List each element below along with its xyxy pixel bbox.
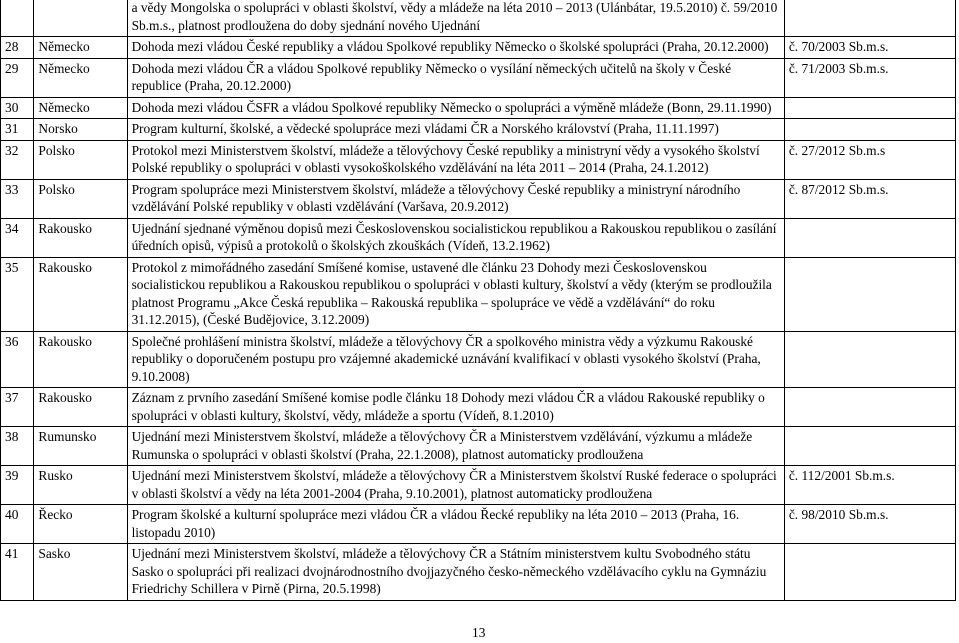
treaties-table-body <box>1 0 956 600</box>
table-row <box>1 427 956 466</box>
table-row <box>1 388 956 427</box>
country-cell: Sasko <box>34 544 127 601</box>
country-cell: Norsko <box>34 119 127 141</box>
description-cell: a vědy Mongolska o spolupráci v oblasti školství, vědy a mládeže na léta 2010 – 2013 (Ulánbátar, 19.5.2010) č. 59/2010 Sb.m.s., platnost prodloužena do doby sjednání nového Ujednání <box>127 0 784 37</box>
row-number-cell: 41 <box>1 544 34 601</box>
row-number-cell: 36 <box>1 331 34 388</box>
row-number-cell <box>1 0 34 37</box>
country-cell <box>34 0 127 37</box>
reference-cell: č. 98/2010 Sb.m.s. <box>784 505 955 544</box>
reference-cell <box>784 427 955 466</box>
row-number-cell: 30 <box>1 97 34 119</box>
row-number-cell: 40 <box>1 505 34 544</box>
country-cell: Německo <box>34 97 127 119</box>
country-cell: Rakousko <box>34 388 127 427</box>
description-cell: Ujednání mezi Ministerstvem školství, mládeže a tělovýchovy ČR a Státním ministerstvem kultu Svobodného státu Sasko o spolupráci při realizaci dvojnárodnostního dvojjazyčného česko-německého vzdělávacího cyklu na Gymnáziu Friedrichy Schillera v Pirně (Pirna, 20.5.1998) <box>127 544 784 601</box>
reference-cell: č. 112/2001 Sb.m.s. <box>784 466 955 505</box>
row-number-cell: 29 <box>1 58 34 97</box>
row-number-cell: 28 <box>1 37 34 59</box>
reference-cell <box>784 544 955 601</box>
country-cell: Rakousko <box>34 218 127 257</box>
description-cell: Program spolupráce mezi Ministerstvem školství, mládeže a tělovýchovy České republiky a ministryní národního vzdělávání Polské republiky v oblasti vzdělávání (Varšava, 20.9.2012) <box>127 179 784 218</box>
country-cell: Řecko <box>34 505 127 544</box>
country-cell: Rusko <box>34 466 127 505</box>
country-cell: Polsko <box>34 140 127 179</box>
reference-cell: č. 87/2012 Sb.m.s. <box>784 179 955 218</box>
table-row <box>1 257 956 331</box>
row-number-cell: 35 <box>1 257 34 331</box>
country-cell: Německo <box>34 58 127 97</box>
description-cell: Dohoda mezi vládou České republiky a vládou Spolkové republiky Německo o školské spolupráci (Praha, 20.12.2000) <box>127 37 784 59</box>
table-row <box>1 218 956 257</box>
table-row <box>1 37 956 59</box>
row-number-cell: 32 <box>1 140 34 179</box>
reference-cell <box>784 331 955 388</box>
table-row <box>1 140 956 179</box>
description-cell: Společné prohlášení ministra školství, mládeže a tělovýchovy ČR a spolkového ministra vědy a výzkumu Rakouské republiky o doporučeném postupu pro vzájemné akademické uznávání kvalifikací v oblasti vysokého školství (Praha, 9.10.2008) <box>127 331 784 388</box>
description-cell: Protokol z mimořádného zasedání Smíšené komise, ustavené dle článku 23 Dohody mezi Československou socialistickou republikou a Rakouskou republikou o spolupráci v oblasti kultury, školství a vědy (kterým se prodloužila platnost Programu „Akce Česká republika – Rakouská republika – spolupráce ve vědě a vzdělávání“ do roku 31.12.2015), (České Budějovice, 3.12.2009) <box>127 257 784 331</box>
row-number-cell: 33 <box>1 179 34 218</box>
reference-cell <box>784 0 955 37</box>
country-cell: Rumunsko <box>34 427 127 466</box>
reference-cell <box>784 388 955 427</box>
description-cell: Program kulturní, školské, a vědecké spolupráce mezi vládami ČR a Norského království (Praha, 11.11.1997) <box>127 119 784 141</box>
country-cell: Rakousko <box>34 257 127 331</box>
table-row <box>1 505 956 544</box>
description-cell: Dohoda mezi vládou ČR a vládou Spolkové republiky Německo o vysílání německých učitelů na školy v České republice (Praha, 20.12.2000) <box>127 58 784 97</box>
reference-cell: č. 71/2003 Sb.m.s. <box>784 58 955 97</box>
reference-cell: č. 27/2012 Sb.m.s <box>784 140 955 179</box>
description-cell: Protokol mezi Ministerstvem školství, mládeže a tělovýchovy České republiky a ministryní vědy a vysokého školství Polské republiky o spolupráci v oblasti vysokoškolského vzdělávání na léta 2011 – 2014 (Praha, 24.1.2012) <box>127 140 784 179</box>
description-cell: Program školské a kulturní spolupráce mezi vládou ČR a vládou Řecké republiky na léta 2010 – 2013 (Praha, 16. listopadu 2010) <box>127 505 784 544</box>
description-cell: Ujednání sjednané výměnou dopisů mezi Československou socialistickou republikou a Rakouskou republikou o zasílání úředních opisů, výpisů a protokolů o školských zkouškách (Vídeň, 13.2.1962) <box>127 218 784 257</box>
row-number-cell: 31 <box>1 119 34 141</box>
table-row <box>1 466 956 505</box>
reference-cell <box>784 119 955 141</box>
table-row <box>1 331 956 388</box>
reference-cell <box>784 218 955 257</box>
row-number-cell: 39 <box>1 466 34 505</box>
row-number-cell: 34 <box>1 218 34 257</box>
country-cell: Rakousko <box>34 331 127 388</box>
table-row <box>1 544 956 601</box>
reference-cell: č. 70/2003 Sb.m.s. <box>784 37 955 59</box>
country-cell: Německo <box>34 37 127 59</box>
row-number-cell: 38 <box>1 427 34 466</box>
page-number: 13 <box>472 625 486 640</box>
description-cell: Záznam z prvního zasedání Smíšené komise podle článku 18 Dohody mezi vládou ČR a vládou Rakouské republiky o spolupráci v oblasti kultury, školství, vědy, mládeže a sportu (Vídeň, 8.1.2010) <box>127 388 784 427</box>
description-cell: Ujednání mezi Ministerstvem školství, mládeže a tělovýchovy ČR a Ministerstvem školství Ruské federace o spolupráci v oblasti školství a vědy na léta 2001-2004 (Praha, 9.10.2001), platnost automaticky prodloužena <box>127 466 784 505</box>
table-row <box>1 97 956 119</box>
table-row <box>1 58 956 97</box>
table-row <box>1 179 956 218</box>
reference-cell <box>784 257 955 331</box>
row-number-cell: 37 <box>1 388 34 427</box>
table-row <box>1 119 956 141</box>
description-cell: Ujednání mezi Ministerstvem školství, mládeže a tělovýchovy ČR a Ministerstvem vzdělávání, výzkumu a mládeže Rumunska o spolupráci v oblasti školství (Praha, 22.1.2008), platnost automaticky prodloužena <box>127 427 784 466</box>
table-row-continuation <box>1 0 956 37</box>
reference-cell <box>784 97 955 119</box>
description-cell: Dohoda mezi vládou ČSFR a vládou Spolkové republiky Německo o spolupráci a výměně mládeže (Bonn, 29.11.1990) <box>127 97 784 119</box>
country-cell: Polsko <box>34 179 127 218</box>
